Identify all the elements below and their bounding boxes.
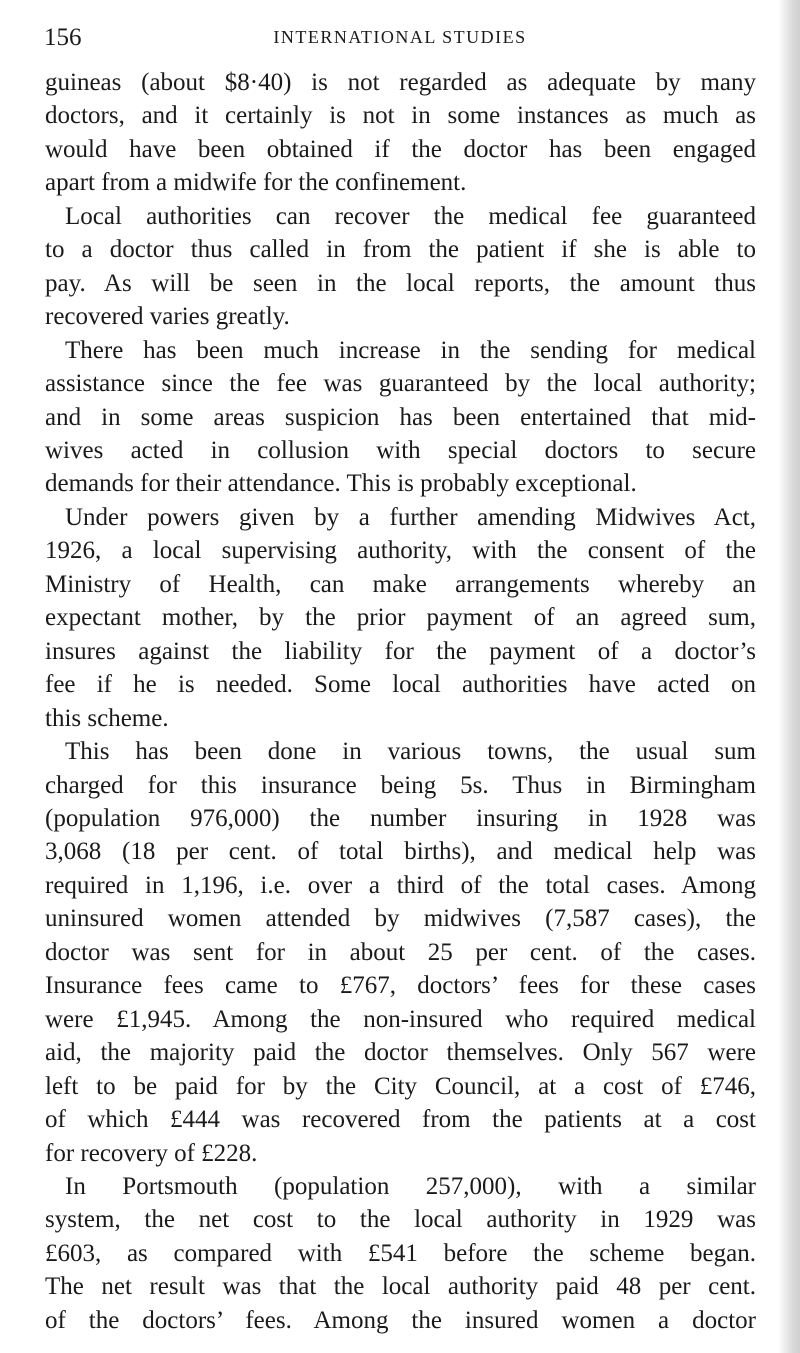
text-line: insures against the liability for the payment of a doctor’s [45,637,756,665]
text-line: apart from a midwife for the confinement. [45,169,467,197]
page-number: 156 [44,24,82,51]
paragraph [45,334,756,501]
paragraph [45,735,756,1170]
text-line: would have been obtained if the doctor has been engaged [45,135,756,163]
text-line: There has been much increase in the sending for medical [65,336,756,364]
text-line: required in 1,196, i.e. over a third of the total cases. Among [45,871,756,899]
text-line: 1926, a local supervising authority, with the consent of the [45,537,756,565]
page-edge-shadow [778,0,800,1353]
body-text [45,66,756,1337]
running-title: INTERNATIONAL STUDIES [273,27,527,47]
text-line: this scheme. [45,704,169,732]
text-line: doctor was sent for in about 25 per cent. of the cases. [45,938,756,966]
text-line: Under powers given by a further amending Midwives Act, [65,503,756,531]
text-line: (population 976,000) the number insuring in 1928 was [45,804,756,832]
text-line: left to be paid for by the City Council, at a cost of £746, [45,1072,756,1100]
text-line: and in some areas suspicion has been entertained that mid- [45,403,756,431]
text-line: charged for this insurance being 5s. Thus in Birmingham [45,771,756,799]
text-line: recovered varies greatly. [45,303,290,331]
text-line: fee if he is needed. Some local authorities have acted on [45,671,756,699]
text-line: aid, the majority paid the doctor themselves. Only 567 were [45,1039,756,1067]
text-line: Ministry of Health, can make arrangements whereby an [45,570,756,598]
text-line: demands for their attendance. This is probably exceptional. [45,470,637,498]
paragraph [45,501,756,735]
text-line: of the doctors’ fees. Among the insured women a doctor [45,1306,756,1334]
text-line: were £1,945. Among the non-insured who required medical [45,1005,756,1033]
paragraph [45,1170,756,1337]
text-line: guineas (about $8·40) is not regarded as adequate by many [45,69,756,96]
text-line: of which £444 was recovered from the patients at a cost [45,1106,756,1134]
text-line: expectant mother, by the prior payment of an agreed sum, [45,604,756,632]
text-line: system, the net cost to the local authority in 1929 was [45,1206,756,1234]
text-line: to a doctor thus called in from the patient if she is able to [45,236,756,264]
text-line: assistance since the fee was guaranteed by the local authority; [45,370,756,398]
text-line: pay. As will be seen in the local reports, the amount thus [45,269,756,297]
paragraph [45,200,756,334]
text-line: In Portsmouth (population 257,000), with a similar [65,1172,756,1200]
text-line: This has been done in various towns, the usual sum [65,738,756,766]
paragraph [45,66,756,200]
text-line: Insurance fees came to £767, doctors’ fees for these cases [45,972,756,1000]
text-line: for recovery of £228. [45,1139,258,1167]
text-line: The net result was that the local authority paid 48 per cent. [45,1273,756,1301]
text-line: doctors, and it certainly is not in some instances as much as [45,102,756,130]
text-line: uninsured women attended by midwives (7,587 cases), the [45,905,756,933]
text-line: wives acted in collusion with special doctors to secure [45,436,756,464]
text-line: Local authorities can recover the medical fee guaranteed [65,202,756,230]
text-line: 3,068 (18 per cent. of total births), and medical help was [45,838,756,866]
text-line: £603, as compared with £541 before the scheme began. [45,1239,756,1267]
